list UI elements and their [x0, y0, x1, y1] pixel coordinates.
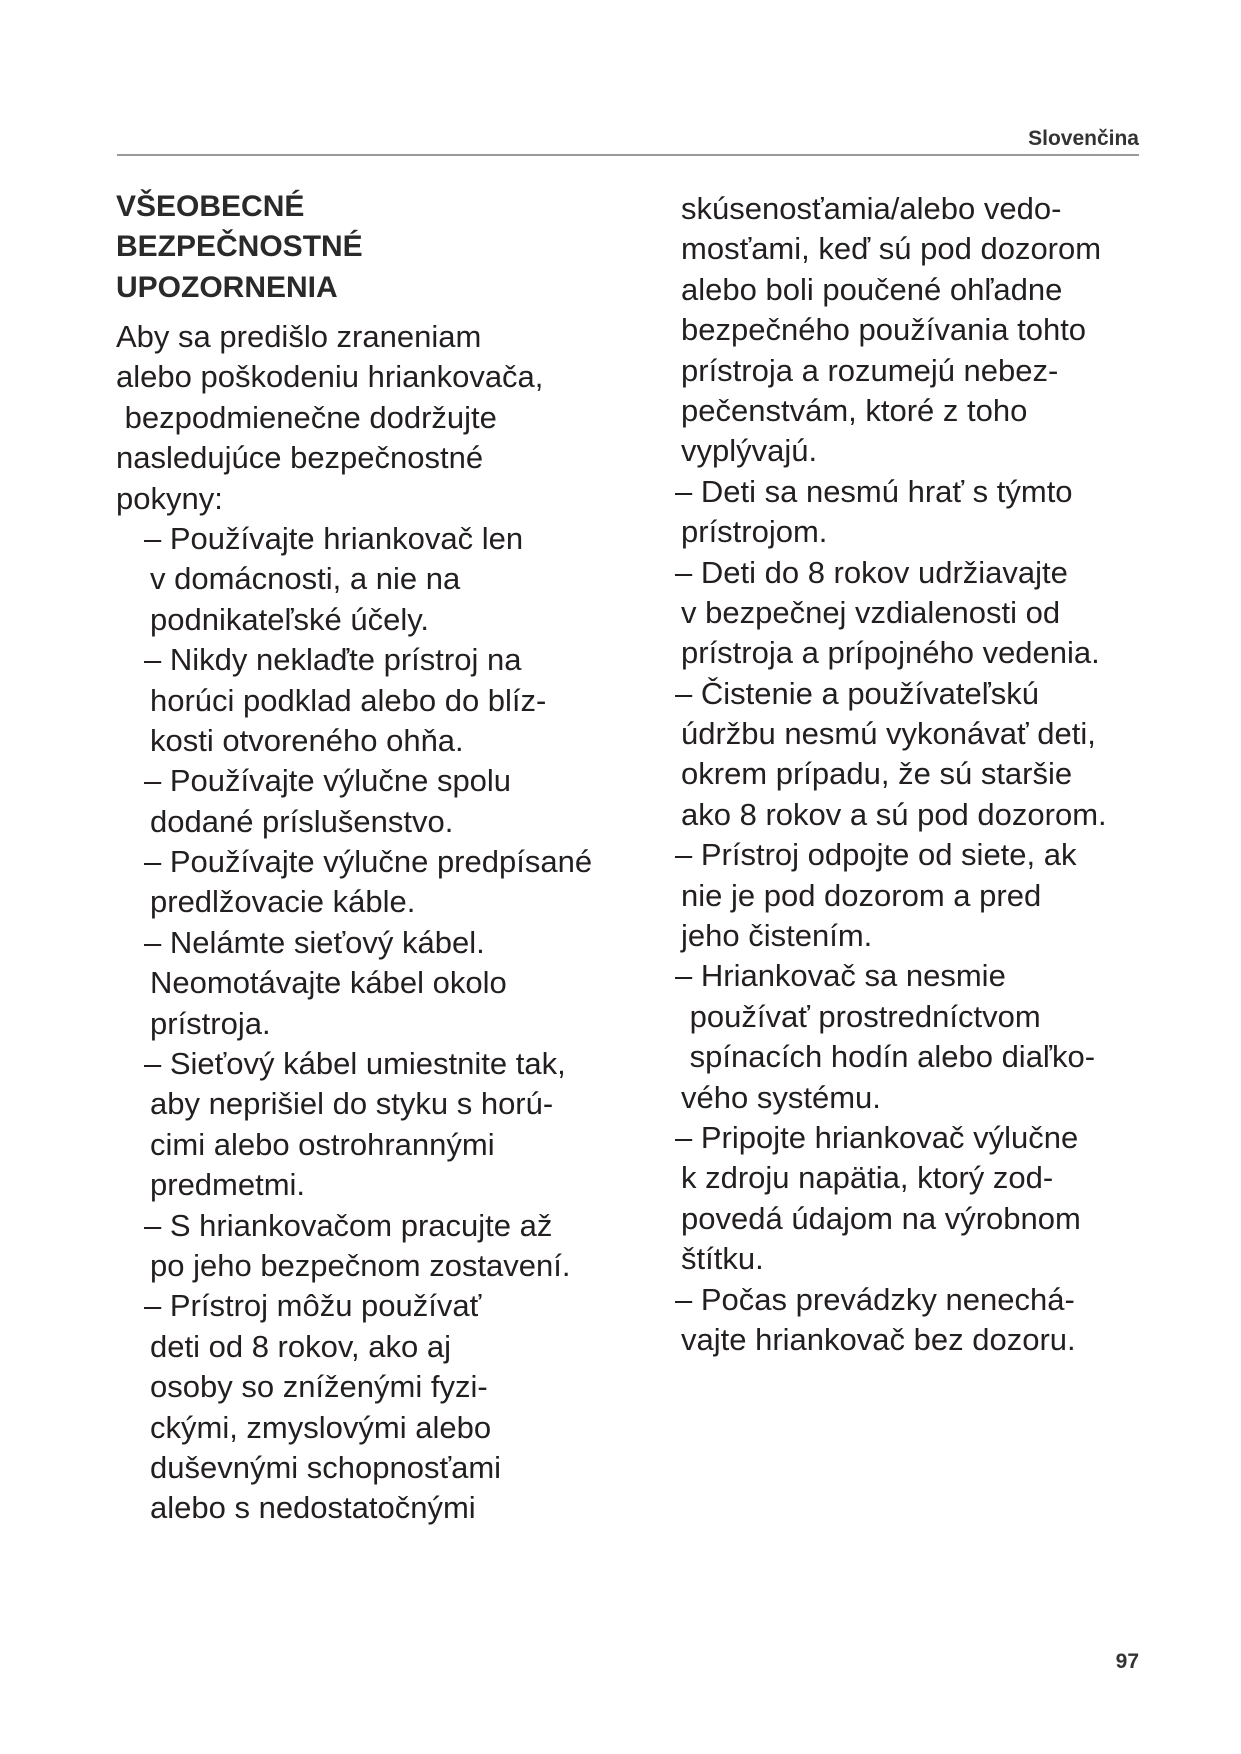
text-line: horúci podklad alebo do blíz- — [150, 682, 547, 718]
header-language-label: Slovenčina — [1028, 127, 1139, 150]
text-line: prístroja a rozumejú nebez- — [681, 352, 1059, 388]
text-line: skúsenosťamia/alebo vedo- — [681, 191, 1062, 226]
text-line: spínacích hodín alebo diaľko- — [681, 1039, 1096, 1075]
text-line: jeho čistením. — [681, 918, 873, 954]
text-line: prístrojom. — [681, 514, 828, 550]
text-line: v domácnosti, a nie na — [150, 561, 461, 597]
bullet-line: – Hriankovač sa nesmie — [675, 958, 1006, 994]
text-line: prístroja a prípojného vedenia. — [681, 635, 1100, 671]
text-line: k zdroju napätia, ktorý zod- — [681, 1160, 1054, 1196]
bullet-line: – Čistenie a používateľskú — [675, 675, 1040, 711]
text-line: ckými, zmyslovými alebo — [150, 1409, 492, 1445]
text-line: podnikateľské účely. — [150, 601, 430, 637]
text-line: mosťami, keď sú pod dozorom — [681, 231, 1102, 267]
text-line: bezpodmienečne dodržujte — [116, 399, 497, 435]
text-line: alebo s nedostatočnými — [150, 1490, 476, 1526]
text-line: vajte hriankovač bez dozoru. — [681, 1321, 1076, 1357]
bullet-line: – Používajte výlučne spolu — [144, 763, 512, 799]
text-line: alebo boli poučené ohľadne — [681, 271, 1063, 307]
text-line: dodané príslušenstvo. — [150, 803, 454, 839]
text-line: povedá údajom na výrobnom — [681, 1200, 1081, 1236]
bullet-line: – Používajte hriankovač len — [144, 520, 524, 556]
bullet-line: – S hriankovačom pracujte až — [144, 1207, 553, 1243]
text-line: štítku. — [681, 1241, 764, 1277]
text-line: pokyny: — [116, 480, 223, 516]
text-line: alebo poškodeniu hriankovača, — [116, 359, 544, 395]
text-line: vyplývajú. — [681, 433, 818, 469]
section-heading — [116, 187, 363, 308]
bullet-line: – Prístroj odpojte od siete, ak — [675, 837, 1077, 873]
text-line: v bezpečnej vzdialenosti od — [681, 594, 1061, 630]
bullet-line: – Deti do 8 rokov udržiavajte — [675, 554, 1068, 590]
text-line: bezpečného používania tohto — [681, 312, 1087, 348]
header-rule — [117, 154, 1139, 156]
text-line: predmetmi. — [150, 1167, 306, 1203]
text-line: aby neprišiel do styku s horú- — [150, 1086, 554, 1122]
bullet-line: – Nelámte sieťový kábel. — [144, 924, 485, 960]
text-line: deti od 8 rokov, ako aj — [150, 1328, 451, 1364]
text-line: kosti otvoreného ohňa. — [150, 722, 464, 758]
text-line: cimi alebo ostrohrannými — [150, 1126, 495, 1162]
text-line: vého systému. — [681, 1079, 881, 1115]
heading-line: VŠEOBECNÉ — [116, 190, 305, 223]
text-line: okrem prípadu, že sú staršie — [681, 756, 1073, 792]
left-column-text — [116, 317, 592, 1529]
text-line: po jeho bezpečnom zostavení. — [150, 1247, 571, 1283]
bullet-line: – Prístroj môžu používať — [144, 1288, 482, 1324]
text-line: pečenstvám, ktoré z toho — [681, 392, 1028, 428]
text-line: osoby so zníženými fyzi- — [150, 1369, 488, 1405]
text-line: Aby sa predišlo zraneniam — [116, 319, 482, 354]
heading-line: BEZPEČNOSTNÉ — [116, 230, 363, 264]
text-line: údržbu nesmú vykonávať deti, — [681, 716, 1096, 752]
text-line: nasledujúce bezpečnostné — [116, 440, 484, 476]
page-number: 97 — [1115, 1650, 1139, 1673]
text-line: nie je pod dozorom a pred — [681, 877, 1042, 913]
heading-line: UPOZORNENIA — [116, 270, 338, 304]
bullet-line: – Sieťový kábel umiestnite tak, — [144, 1046, 566, 1082]
text-line: používať prostredníctvom — [681, 998, 1041, 1034]
text-line: prístroja. — [150, 1005, 271, 1041]
bullet-line: – Deti sa nesmú hrať s týmto — [675, 473, 1073, 509]
text-line: duševnými schopnosťami — [150, 1449, 502, 1485]
text-line: Neomotávajte kábel okolo — [150, 965, 507, 1001]
bullet-line: – Pripojte hriankovač výlučne — [675, 1119, 1079, 1155]
right-column-text — [675, 189, 1107, 1360]
bullet-line: – Nikdy neklaďte prístroj na — [144, 642, 522, 678]
text-line: ako 8 rokov a sú pod dozorom. — [681, 796, 1107, 832]
bullet-line: – Počas prevádzky nenechá- — [675, 1281, 1075, 1317]
bullet-line: – Používajte výlučne predpísané — [144, 844, 593, 880]
text-line: predlžovacie káble. — [150, 884, 416, 920]
